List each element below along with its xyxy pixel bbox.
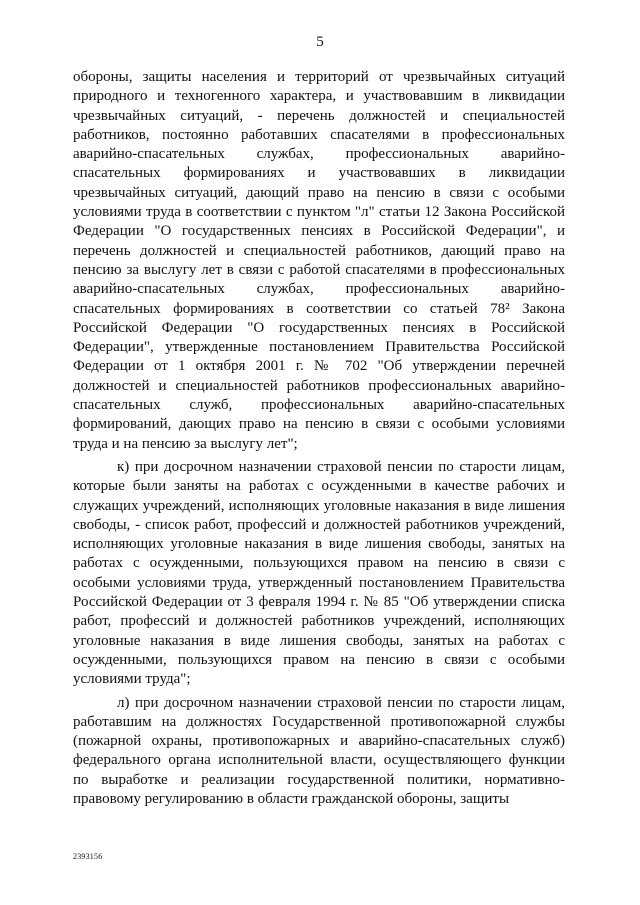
paragraph-continuation: обороны, защиты населения и территорий от чрезвычайных ситуаций природного и техногенного характера, и участвовавшим в ликвидации чрезвычайных ситуаций, - перечень должностей и специальностей работников, постоянно работавших спасателями в профессиональных аварийно-спасательных службах, профессиональных аварийно-спасательных формированиях и участвовавших в ликвидации чрезвычайных ситуаций, дающий право на пенсию в связи с особыми условиями труда в соответствии с пунктом "л" статьи 12 Закона Российской Федерации "О государственных пенсиях в Российской Федерации", и перечень должностей и специальностей работников, дающий право на пенсию за выслугу лет в связи с работой спасателями в профессиональных аварийно-спасательных службах, профессиональных аварийно-спасательных формированиях в соответствии со статьей 78² Закона Российской Федерации "О государственных пенсиях в Российской Федерации", утвержденные постановлением Правительства Российской Федерации от 1 октября 2001 г. № 702 "Об утверждении перечней должностей и специальностей работников профессиональных аварийно-спасательных служб, профессиональных аварийно-спасательных формирований, дающих право на пенсию в связи с особыми условиями труда и на пенсию за выслугу лет"; xyxy=(73,69,565,452)
document-code: 2393156 xyxy=(73,852,103,861)
paragraph-item-l: л) при досрочном назначении страховой пенсии по старости лицам, работавшим на должностях Государственной противопожарной службы (пожарной охраны, противопожарных и аварийно-спасательных служб) федерального органа исполнительной власти, осуществляющего функции по выработке и реализации государственной политики, нормативно-правовому регулированию в области гражданской обороны, защиты xyxy=(73,694,565,807)
page-number: 5 xyxy=(316,34,324,50)
paragraph-item-k: к) при досрочном назначении страховой пенсии по старости лицам, которые были заняты на работах с осужденными в качестве рабочих и служащих учреждений, исполняющих уголовные наказания в виде лишения свободы, - список работ, профессий и должностей работников учреждений, исполняющих уголовные наказания в виде лишения свободы, занятых на работах с осужденными, пользующихся правом на пенсию в связи с особыми условиями труда, утвержденный постановлением Правительства Российской Федерации от 3 февраля 1994 г. № 85 "Об утверждении списка работ, профессий и должностей работников учреждений, исполняющих уголовные наказания в виде лишения свободы, занятых на работах с осужденными, пользующихся правом на пенсию в связи с особыми условиями труда"; xyxy=(73,458,565,688)
document-body xyxy=(73,68,565,809)
